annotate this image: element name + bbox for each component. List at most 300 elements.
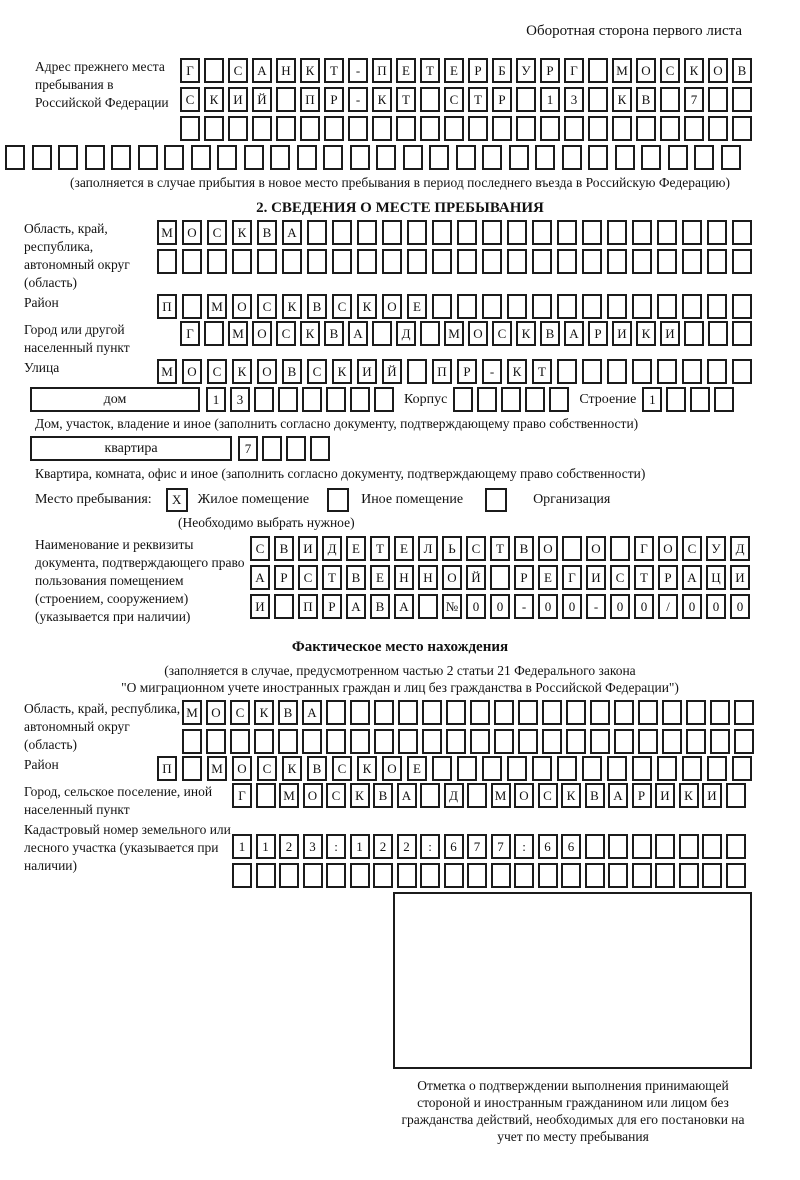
char-cell [686,729,706,754]
char-cell: С [207,359,227,384]
char-cell [682,359,702,384]
char-cell: В [636,87,656,112]
char-cell [491,863,511,888]
char-cell: 2 [279,834,299,859]
char-cell: А [394,594,414,619]
char-cell: П [432,359,452,384]
char-cell: Г [180,58,200,83]
char-cell [607,249,627,274]
house-box-label: дом [103,391,127,407]
stamp-caption: Отметка о подтверждении выполнения принимающей стороной и иностранным гражданином или лицом без гражданства действий, необходимых для его постановки на учет по месту пребывания [401,1078,745,1144]
char-cell: Е [346,536,366,561]
char-cell: С [298,565,318,590]
char-cell [684,116,704,141]
char-cell: Т [370,536,390,561]
char-cell: С [332,294,352,319]
char-cell [350,729,370,754]
char-cell [514,863,534,888]
char-cell: К [300,58,320,83]
document-label: Наименование и реквизиты документа, подтверждающего право пользования помещением (строением, сооружением) (указывается при наличии) [35,537,245,624]
char-cell: С [180,87,200,112]
char-cell [403,145,423,170]
char-cell [180,116,200,141]
char-cell: В [257,220,277,245]
char-cell: И [357,359,377,384]
char-cell [702,863,722,888]
char-cell [582,756,602,781]
char-cell: К [516,321,536,346]
char-cell [457,220,477,245]
prev-address-note: (заполняется в случае прибытия в новое место пребывания в период последнего въезда в Российскую Федерацию) [69,175,731,190]
char-cell [538,863,558,888]
char-cell [657,249,677,274]
char-cell [397,863,417,888]
char-cell [507,756,527,781]
char-cell [257,249,277,274]
char-cell: К [332,359,352,384]
char-cell [276,116,296,141]
char-cell: О [382,294,402,319]
char-cell: 0 [730,594,750,619]
char-cell [532,294,552,319]
char-cell [588,116,608,141]
char-cell [482,756,502,781]
char-cell [549,387,569,412]
char-cell [357,249,377,274]
char-cell: С [660,58,680,83]
street-block [24,359,800,384]
char-cell [684,321,704,346]
char-cell: Т [490,536,510,561]
char-cell [457,756,477,781]
char-cell: 6 [561,834,581,859]
char-cell: Д [730,536,750,561]
char-cell: В [373,783,393,808]
char-cell [557,220,577,245]
char-cell: Р [457,359,477,384]
section3-note-line1: (заполняется в случае, предусмотренном частью 2 статьи 21 Федерального закона [164,663,636,678]
char-cell [467,783,487,808]
char-cell [734,729,754,754]
house-line [30,387,800,412]
district-block [24,294,800,319]
stamp-box [393,892,752,1069]
korpus-cells [453,387,569,412]
char-cell [494,729,514,754]
char-cell: М [157,359,177,384]
char-cell [278,729,298,754]
street-label: Улица [24,360,60,375]
char-cell [286,436,306,461]
char-cell: С [466,536,486,561]
char-cell: П [157,294,177,319]
char-cell: Ц [706,565,726,590]
char-cell [326,387,346,412]
char-cell: - [348,87,368,112]
char-cell [557,756,577,781]
char-cell: Т [324,58,344,83]
char-cell: А [346,594,366,619]
char-cell [660,87,680,112]
char-cell [350,863,370,888]
char-cell: Т [322,565,342,590]
char-cell [374,729,394,754]
char-cell: С [682,536,702,561]
char-cell: 3 [230,387,250,412]
char-cell: И [655,783,675,808]
char-cell [707,294,727,319]
char-cell: 1 [350,834,370,859]
char-cell: Е [407,294,427,319]
char-cell: М [612,58,632,83]
char-cell [422,700,442,725]
district3-label: Район [24,757,59,772]
char-cell [372,321,392,346]
char-cell [632,863,652,888]
char-cell: С [250,536,270,561]
char-cell [710,700,730,725]
city-label: Город или другой населенный пункт [24,322,130,355]
char-cell: Л [418,536,438,561]
char-cell [582,294,602,319]
char-cell: А [682,565,702,590]
char-cell: В [278,700,298,725]
prev-address-label: Адрес прежнего места пребывания в Российской Федерации [35,59,169,110]
checkbox-other-premises [327,488,349,512]
char-cell: О [382,756,402,781]
char-cell [562,536,582,561]
char-cell: 0 [490,594,510,619]
char-cell [182,249,202,274]
char-cell [610,536,630,561]
char-cell [350,387,370,412]
house-note: Дом, участок, владение и иное (заполнить согласно документу, подтверждающему право собственности) [35,416,639,431]
char-cell: А [608,783,628,808]
char-cell: С [207,220,227,245]
char-cell [632,220,652,245]
char-cell: О [636,58,656,83]
option-organization-label: Организация [533,492,611,507]
char-cell: 0 [466,594,486,619]
char-cell: А [397,783,417,808]
char-cell: Й [466,565,486,590]
char-cell [702,834,722,859]
district-cells [157,294,752,319]
street-cells [157,359,752,384]
char-cell [707,359,727,384]
char-cell: Р [658,565,678,590]
char-cell [232,863,252,888]
char-cell: Й [382,359,402,384]
district3-cells [157,756,752,781]
char-cell [256,783,276,808]
char-cell [382,220,402,245]
char-cell: Н [418,565,438,590]
char-cell [490,565,510,590]
char-cell: И [660,321,680,346]
char-cell: М [279,783,299,808]
char-cell [638,700,658,725]
char-cell: Т [634,565,654,590]
char-cell [682,249,702,274]
char-cell [590,700,610,725]
char-cell [694,145,714,170]
char-cell: О [206,700,226,725]
char-cell [732,116,752,141]
char-cell: С [230,700,250,725]
char-cell [632,249,652,274]
region-label: Область, край, республика, автономный округ (область) [24,221,130,290]
char-cell [707,220,727,245]
char-cell: О [257,359,277,384]
region3-block [24,700,800,754]
char-cell [734,700,754,725]
char-cell: И [298,536,318,561]
char-cell [732,249,752,274]
char-cell [482,249,502,274]
char-cell: О [658,536,678,561]
region3-cells-row1 [182,700,754,725]
char-cell: 7 [491,834,511,859]
page-title: Оборотная сторона первого листа [526,23,742,39]
cadastre-block [24,821,800,888]
char-cell: Е [407,756,427,781]
char-cell [420,87,440,112]
char-cell: М [157,220,177,245]
char-cell [708,116,728,141]
section3-note-line2: "О миграционном учете иностранных граждан и лиц без гражданства в Российской Федерации") [121,680,679,695]
char-cell [407,249,427,274]
char-cell: С [257,294,277,319]
document-cells-row3 [250,594,750,619]
char-cell [614,729,634,754]
char-cell [732,220,752,245]
char-cell [615,145,635,170]
char-cell [679,834,699,859]
char-cell: Д [322,536,342,561]
char-cell: О [182,359,202,384]
char-cell: К [561,783,581,808]
option-other-premises-label: Иное помещение [361,492,464,507]
char-cell [32,145,52,170]
char-cell [204,321,224,346]
char-cell: К [612,87,632,112]
char-cell: К [636,321,656,346]
char-cell [373,863,393,888]
char-cell: Р [324,87,344,112]
char-cell [732,294,752,319]
char-cell: К [254,700,274,725]
char-cell: П [372,58,392,83]
char-cell [374,387,394,412]
char-cell [182,756,202,781]
char-cell [457,249,477,274]
char-cell: Р [274,565,294,590]
char-cell [607,756,627,781]
char-cell: Ь [442,536,462,561]
stroenie-cells [642,387,734,412]
char-cell [252,116,272,141]
char-cell [254,387,274,412]
char-cell [682,220,702,245]
char-cell: Б [492,58,512,83]
char-cell [726,834,746,859]
char-cell: С [492,321,512,346]
char-cell [376,145,396,170]
char-cell [279,863,299,888]
char-cell [138,145,158,170]
char-cell: К [232,359,252,384]
char-cell [542,729,562,754]
char-cell [535,145,555,170]
char-cell: К [300,321,320,346]
prev-address-cells-row1 [180,58,752,83]
char-cell [714,387,734,412]
char-cell [326,700,346,725]
char-cell: М [207,756,227,781]
cadastre-label: Кадастровый номер земельного или лесного участка (указывается при наличии) [24,822,231,873]
char-cell: : [514,834,534,859]
char-cell [432,249,452,274]
char-cell [726,863,746,888]
char-cell: Г [562,565,582,590]
char-cell [204,116,224,141]
char-cell: К [679,783,699,808]
char-cell [420,321,440,346]
char-cell [690,387,710,412]
char-cell [204,58,224,83]
char-cell [482,220,502,245]
char-cell: П [157,756,177,781]
char-cell: Е [370,565,390,590]
char-cell: 0 [634,594,654,619]
stay-type-line [35,488,800,512]
region3-cells-row2 [182,729,754,754]
char-cell: И [586,565,606,590]
char-cell [302,729,322,754]
char-cell: 7 [467,834,487,859]
char-cell [582,359,602,384]
char-cell: 0 [562,594,582,619]
char-cell [396,116,416,141]
prev-address-cells-row4 [5,145,800,170]
char-cell: У [706,536,726,561]
char-cell: К [350,783,370,808]
char-cell: Й [252,87,272,112]
char-cell: П [298,594,318,619]
char-cell [398,729,418,754]
char-cell [230,729,250,754]
char-cell [5,145,25,170]
char-cell: 7 [684,87,704,112]
char-cell [632,756,652,781]
char-cell [453,387,473,412]
char-cell: В [346,565,366,590]
char-cell [444,116,464,141]
house-box [30,387,200,412]
char-cell [562,145,582,170]
char-cell [710,729,730,754]
char-cell [282,249,302,274]
char-cell: № [442,594,462,619]
char-cell [111,145,131,170]
char-cell: А [282,220,302,245]
char-cell: К [507,359,527,384]
char-cell: - [482,359,502,384]
city-cells [180,321,752,346]
char-cell: О [708,58,728,83]
char-cell: М [444,321,464,346]
char-cell: Т [468,87,488,112]
char-cell: 2 [373,834,393,859]
char-cell [590,729,610,754]
char-cell: 7 [238,436,258,461]
char-cell [557,249,577,274]
char-cell [432,294,452,319]
char-cell: И [702,783,722,808]
char-cell [302,387,322,412]
char-cell [707,756,727,781]
region3-label: Область, край, республика, автономный округ (область) [24,701,181,752]
char-cell: И [228,87,248,112]
char-cell [726,783,746,808]
char-cell: С [228,58,248,83]
char-cell [382,249,402,274]
char-cell [564,116,584,141]
prev-address-cells-row2 [180,87,752,112]
stay-type-label: Место пребывания: [35,492,152,507]
char-cell [518,700,538,725]
char-cell [274,594,294,619]
char-cell: О [514,783,534,808]
char-cell [732,359,752,384]
char-cell [477,387,497,412]
char-cell [307,249,327,274]
house-cells [206,387,394,412]
section3-title: Фактическое место нахождения [291,639,509,655]
char-cell [446,729,466,754]
char-cell [467,863,487,888]
char-cell [324,116,344,141]
stroenie-label: Строение [579,392,637,407]
char-cell [303,863,323,888]
char-cell: Н [394,565,414,590]
char-cell [612,116,632,141]
cadastre-cells-row1 [232,834,746,859]
char-cell [557,294,577,319]
char-cell [85,145,105,170]
char-cell [607,359,627,384]
char-cell: О [442,565,462,590]
char-cell: О [586,536,606,561]
char-cell [668,145,688,170]
char-cell: М [228,321,248,346]
char-cell [501,387,521,412]
city3-block [24,783,800,819]
char-cell [679,863,699,888]
char-cell: В [274,536,294,561]
char-cell: 1 [642,387,662,412]
char-cell [444,863,464,888]
char-cell: С [257,756,277,781]
char-cell: В [732,58,752,83]
char-cell [707,249,727,274]
korpus-label: Корпус [404,392,448,407]
char-cell [432,756,452,781]
char-cell [566,729,586,754]
char-cell: В [585,783,605,808]
char-cell [350,145,370,170]
